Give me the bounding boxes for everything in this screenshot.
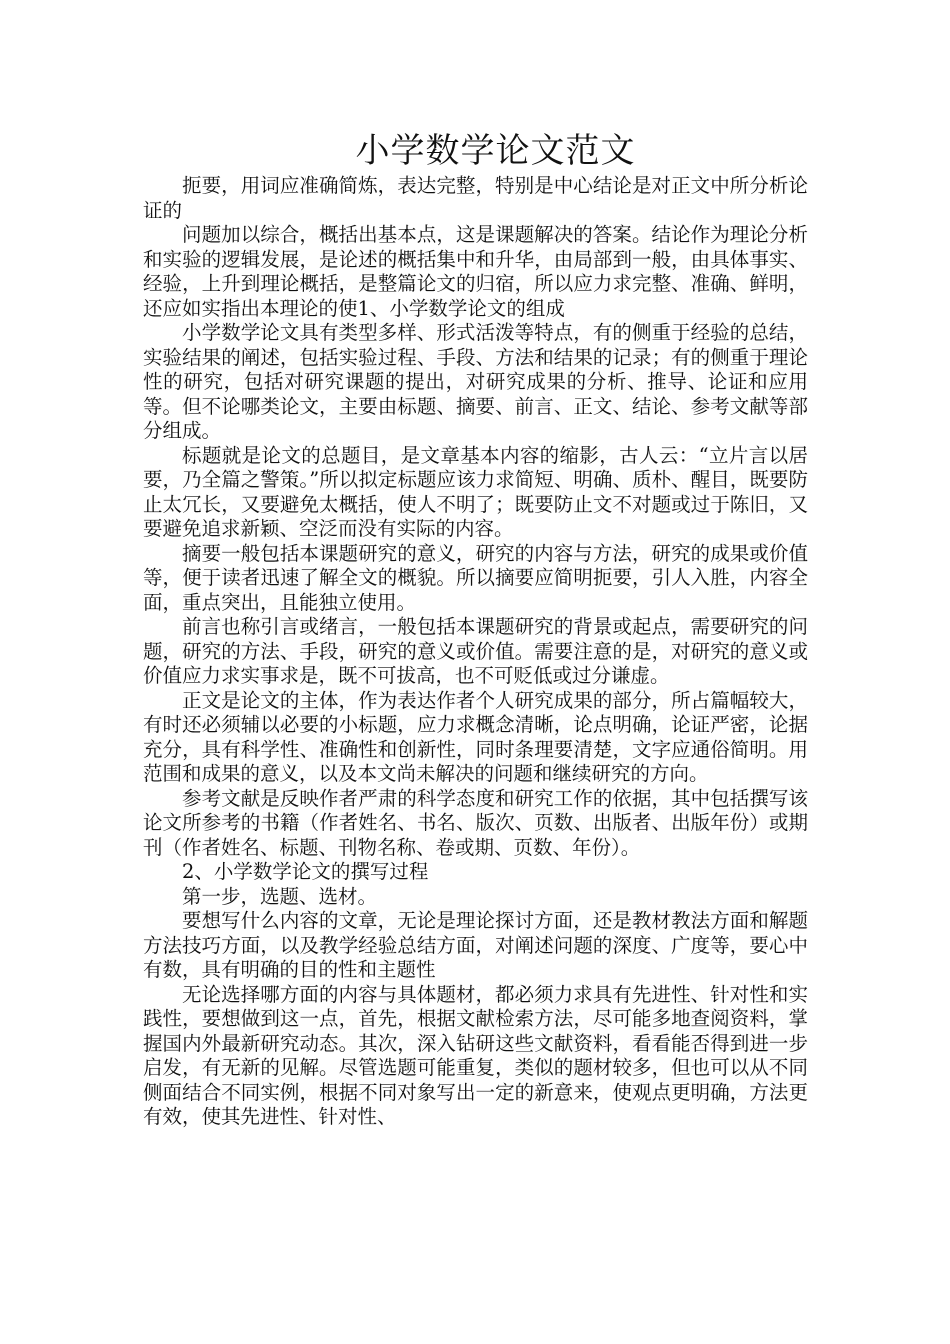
paragraph: 问题加以综合，概括出基本点，这是课题解决的答案。结论作为理论分析和实验的逻辑发展，是论述的概括集中和升华，由局部到一般，由具体事实、经验，上升到理论概括，是整篇论文的归宿，所以应力求完整、准确、鲜明，还应如实指出本理论的使1、小学数学论文的组成 bbox=[143, 223, 808, 320]
paragraph: 标题就是论文的总题目，是文章基本内容的缩影，古人云：“立片言以居要，乃全篇之警策。”所以拟定标题应该力求简短、明确、质朴、醒目，既要防止太冗长，又要避免太概括，使人不明了；既要防止文不对题或过于陈旧，又要避免追求新颖、空泛而没有实际的内容。 bbox=[143, 443, 808, 540]
paragraph: 前言也称引言或绪言，一般包括本课题研究的背景或起点，需要研究的问题，研究的方法、手段，研究的意义或价值。需要注意的是，对研究的意义或价值应力求实事求是，既不可拔高，也不可贬低或过分谦虚。 bbox=[143, 615, 808, 687]
section-heading: 2、小学数学论文的撰写过程 bbox=[182, 860, 429, 883]
paragraph: 参考文献是反映作者严肃的科学态度和研究工作的依据，其中包括撰写该论文所参考的书籍（作者姓名、书名、版次、页数、出版者、出版年份）或期刊（作者姓名、标题、刊物名称、卷或期、页数、年份）。 bbox=[143, 786, 808, 859]
document-page bbox=[143, 128, 808, 1130]
paragraph: 正文是论文的主体，作为表达作者个人研究成果的部分，所占篇幅较大，有时还必须辅以必要的小标题，应力求概念清晰，论点明确，论证严密，论据充分，具有科学性、准确性和创新性，同时条理要清楚，文字应通俗简明。用范围和成果的意义，以及本文尚未解决的问题和继续研究的方向。 bbox=[143, 688, 808, 785]
paragraph: 扼要，用词应准确简炼，表达完整，特别是中心结论是对正文中所分析论证的 bbox=[143, 174, 808, 222]
document-title: 小学数学论文范文 bbox=[355, 131, 636, 171]
paragraph: 要想写什么内容的文章，无论是理论探讨方面，还是教材教法方面和解题方法技巧方面，以及教学经验总结方面，对阐述问题的深度、广度等，要心中有数，具有明确的目的性和主题性 bbox=[143, 909, 808, 981]
paragraph: 摘要一般包括本课题研究的意义，研究的内容与方法，研究的成果或价值等，便于读者迅速了解全文的概貌。所以摘要应简明扼要，引人入胜，内容全面，重点突出，且能独立使用。 bbox=[143, 541, 808, 614]
paragraph: 无论选择哪方面的内容与具体题材，都必须力求具有先进性、针对性和实践性，要想做到这一点，首先，根据文献检索方法，尽可能多地查阅资料，掌握国内外最新研究动态。其次，深入钻研这些文献资料，看看能否得到进一步启发，有无新的见解。尽管选题可能重复，类似的题材较多，但也可以从不同侧面结合不同实例，根据不同对象写出一定的新意来，使观点更明确，方法更有效，使其先进性、针对性、 bbox=[143, 982, 808, 1128]
step-heading: 第一步，选题、选材。 bbox=[182, 884, 378, 908]
paragraph: 小学数学论文具有类型多样、形式活泼等特点，有的侧重于经验的总结，实验结果的阐述，包括实验过程、手段、方法和结果的记录；有的侧重于理论性的研究，包括对研究课题的提出，对研究成果的分析、推导、论证和应用等。但不论哪类论文，主要由标题、摘要、前言、正文、结论、参考文献等部分组成。 bbox=[143, 321, 808, 442]
